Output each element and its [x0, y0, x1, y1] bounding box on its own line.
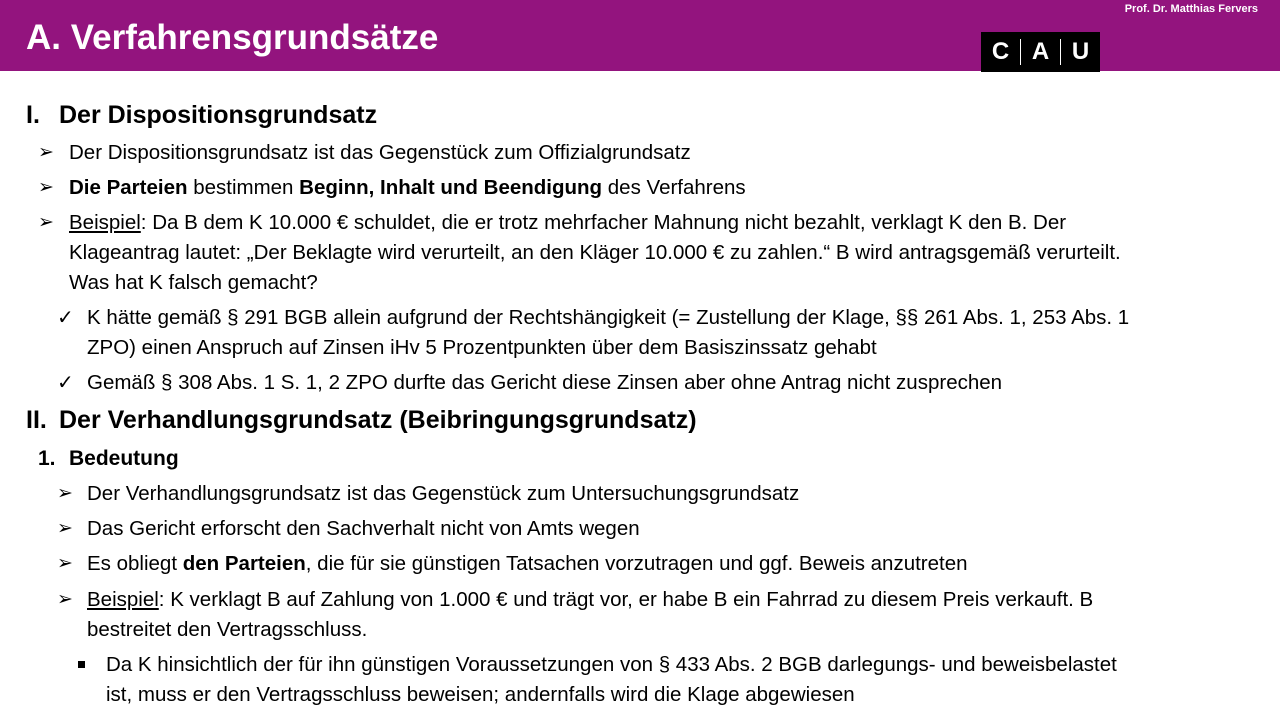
section-1-heading: [26, 99, 378, 131]
subsection-title: Bedeutung: [69, 447, 179, 470]
text-span: des Verfahrens: [602, 176, 746, 199]
arrow-bullet-icon: ➢: [57, 483, 73, 504]
section-2-square-1-line-1: Da K hinsichtlich der für ihn günstigen Voraussetzungen von § 433 Abs. 2 BGB darlegungs- und beweisbelastet: [106, 653, 1117, 676]
section-2-bullet-4-line-1: [87, 586, 1093, 614]
checkmark-icon: ✓: [57, 307, 74, 329]
logo-letter-c: C: [991, 38, 1010, 65]
logo-letter-u: U: [1071, 38, 1090, 65]
arrow-bullet-icon: ➢: [38, 142, 54, 163]
text-span: : K verklagt B auf Zahlung von 1.000 € und trägt vor, er habe B ein Fahrrad zu diesem Preis verkauft. B: [158, 588, 1094, 611]
section-1-title: Der Dispositionsgrundsatz: [59, 101, 378, 129]
arrow-bullet-icon: ➢: [38, 212, 54, 233]
section-1-bullet-3-line-3: Was hat K falsch gemacht?: [69, 271, 318, 294]
section-2-bullet-2: Das Gericht erforscht den Sachverhalt nicht von Amts wegen: [87, 517, 640, 540]
section-1-check-1-line-1: K hätte gemäß § 291 BGB allein aufgrund der Rechtshängigkeit (= Zustellung der Klage, §§ 261 Abs. 1, 253 Abs. 1: [87, 306, 1130, 329]
arrow-bullet-icon: ➢: [57, 553, 73, 574]
text-span: bestimmen: [187, 176, 300, 199]
section-2-number: II.: [26, 406, 47, 434]
subsection-1-heading: [38, 445, 179, 473]
arrow-bullet-icon: ➢: [57, 589, 73, 610]
checkmark-icon: ✓: [57, 372, 74, 394]
arrow-bullet-icon: ➢: [57, 518, 73, 539]
text-span: : Da B dem K 10.000 € schuldet, die er trotz mehrfacher Mahnung nicht bezahlt, verklagt K den B. Der: [140, 211, 1067, 234]
subsection-number: 1.: [38, 447, 56, 470]
section-2-heading: [26, 404, 697, 436]
section-2-bullet-4-line-2: bestreitet den Vertragsschluss.: [87, 618, 368, 641]
section-2-title: Der Verhandlungsgrundsatz (Beibringungsgrundsatz): [59, 406, 697, 434]
section-2-bullet-3: [87, 550, 968, 578]
example-label: Beispiel: [69, 211, 141, 234]
section-1-bullet-3-line-2: Klageantrag lautet: „Der Beklagte wird verurteilt, an den Kläger 10.000 € zu zahlen.“ B wird antragsgemäß verurteilt.: [69, 241, 1121, 264]
section-1-check-2: Gemäß § 308 Abs. 1 S. 1, 2 ZPO durfte das Gericht diese Zinsen aber ohne Antrag nicht zusprechen: [87, 371, 1003, 394]
text-span: , die für sie günstigen Tatsachen vorzutragen und ggf. Beweis anzutreten: [305, 552, 968, 575]
author-name: Prof. Dr. Matthias Fervers: [1124, 3, 1258, 15]
section-1-bullet-3-line-1: [69, 209, 1066, 237]
arrow-bullet-icon: ➢: [38, 177, 54, 198]
text-span: Es obliegt: [87, 552, 183, 575]
section-1-bullet-2: [69, 174, 746, 202]
slide-title: A. Verfahrensgrundsätze: [26, 18, 439, 57]
section-1-bullet-1: Der Dispositionsgrundsatz ist das Gegenstück zum Offizialgrundsatz: [69, 141, 691, 164]
section-2-square-1-line-2: ist, muss er den Vertragsschluss beweisen; andernfalls wird die Klage abgewiesen: [106, 683, 855, 706]
section-2-bullet-1: Der Verhandlungsgrundsatz ist das Gegenstück zum Untersuchungsgrundsatz: [87, 482, 800, 505]
example-label: Beispiel: [87, 588, 159, 611]
square-bullet-icon: [78, 661, 85, 668]
bold-text: Die Parteien: [69, 176, 188, 199]
logo-letter-a: A: [1031, 38, 1050, 65]
section-1-number: I.: [26, 101, 40, 129]
bold-text: Beginn, Inhalt und Beendigung: [299, 176, 603, 199]
bold-text: den Parteien: [182, 552, 306, 575]
section-1-check-1-line-2: ZPO) einen Anspruch auf Zinsen iHv 5 Prozentpunkten über dem Basiszinssatz gehabt: [87, 336, 877, 359]
